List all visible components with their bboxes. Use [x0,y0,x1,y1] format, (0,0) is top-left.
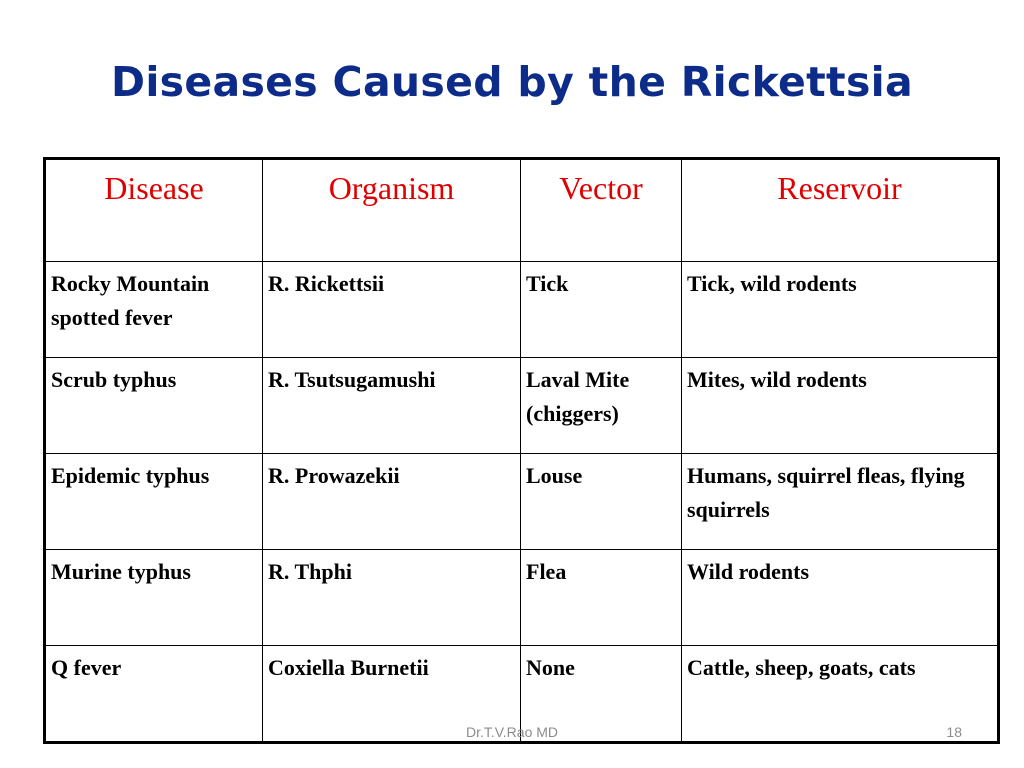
header-vector: Vector [521,159,682,262]
cell-disease: Scrub typhus [45,358,263,454]
cell-disease: Rocky Mountain spotted fever [45,262,263,358]
header-disease: Disease [45,159,263,262]
cell-disease: Murine typhus [45,550,263,646]
cell-reservoir: Cattle, sheep, goats, cats [682,646,999,743]
cell-organism: Coxiella Burnetii [263,646,521,743]
cell-disease: Q fever [45,646,263,743]
table-row [45,550,999,646]
cell-organism: R. Tsutsugamushi [263,358,521,454]
cell-vector: Laval Mite (chiggers) [521,358,682,454]
cell-vector: None [521,646,682,743]
table-row [45,358,999,454]
cell-vector: Tick [521,262,682,358]
cell-organism: R. Thphi [263,550,521,646]
footer-author: Dr.T.V.Rao MD [465,724,559,740]
cell-reservoir: Wild rodents [682,550,999,646]
header-reservoir: Reservoir [682,159,999,262]
slide-title: Diseases Caused by the Rickettsia [111,58,913,106]
cell-disease: Epidemic typhus [45,454,263,550]
cell-reservoir: Humans, squirrel fleas, flying squirrels [682,454,999,550]
cell-reservoir: Mites, wild rodents [682,358,999,454]
table-row [45,454,999,550]
cell-organism: R. Prowazekii [263,454,521,550]
cell-vector: Louse [521,454,682,550]
page-number: 18 [946,724,962,740]
cell-reservoir: Tick, wild rodents [682,262,999,358]
cell-organism: R. Rickettsii [263,262,521,358]
cell-vector: Flea [521,550,682,646]
table-row [45,262,999,358]
header-organism: Organism [263,159,521,262]
rickettsia-table [43,157,1000,744]
table-header-row [45,159,999,262]
